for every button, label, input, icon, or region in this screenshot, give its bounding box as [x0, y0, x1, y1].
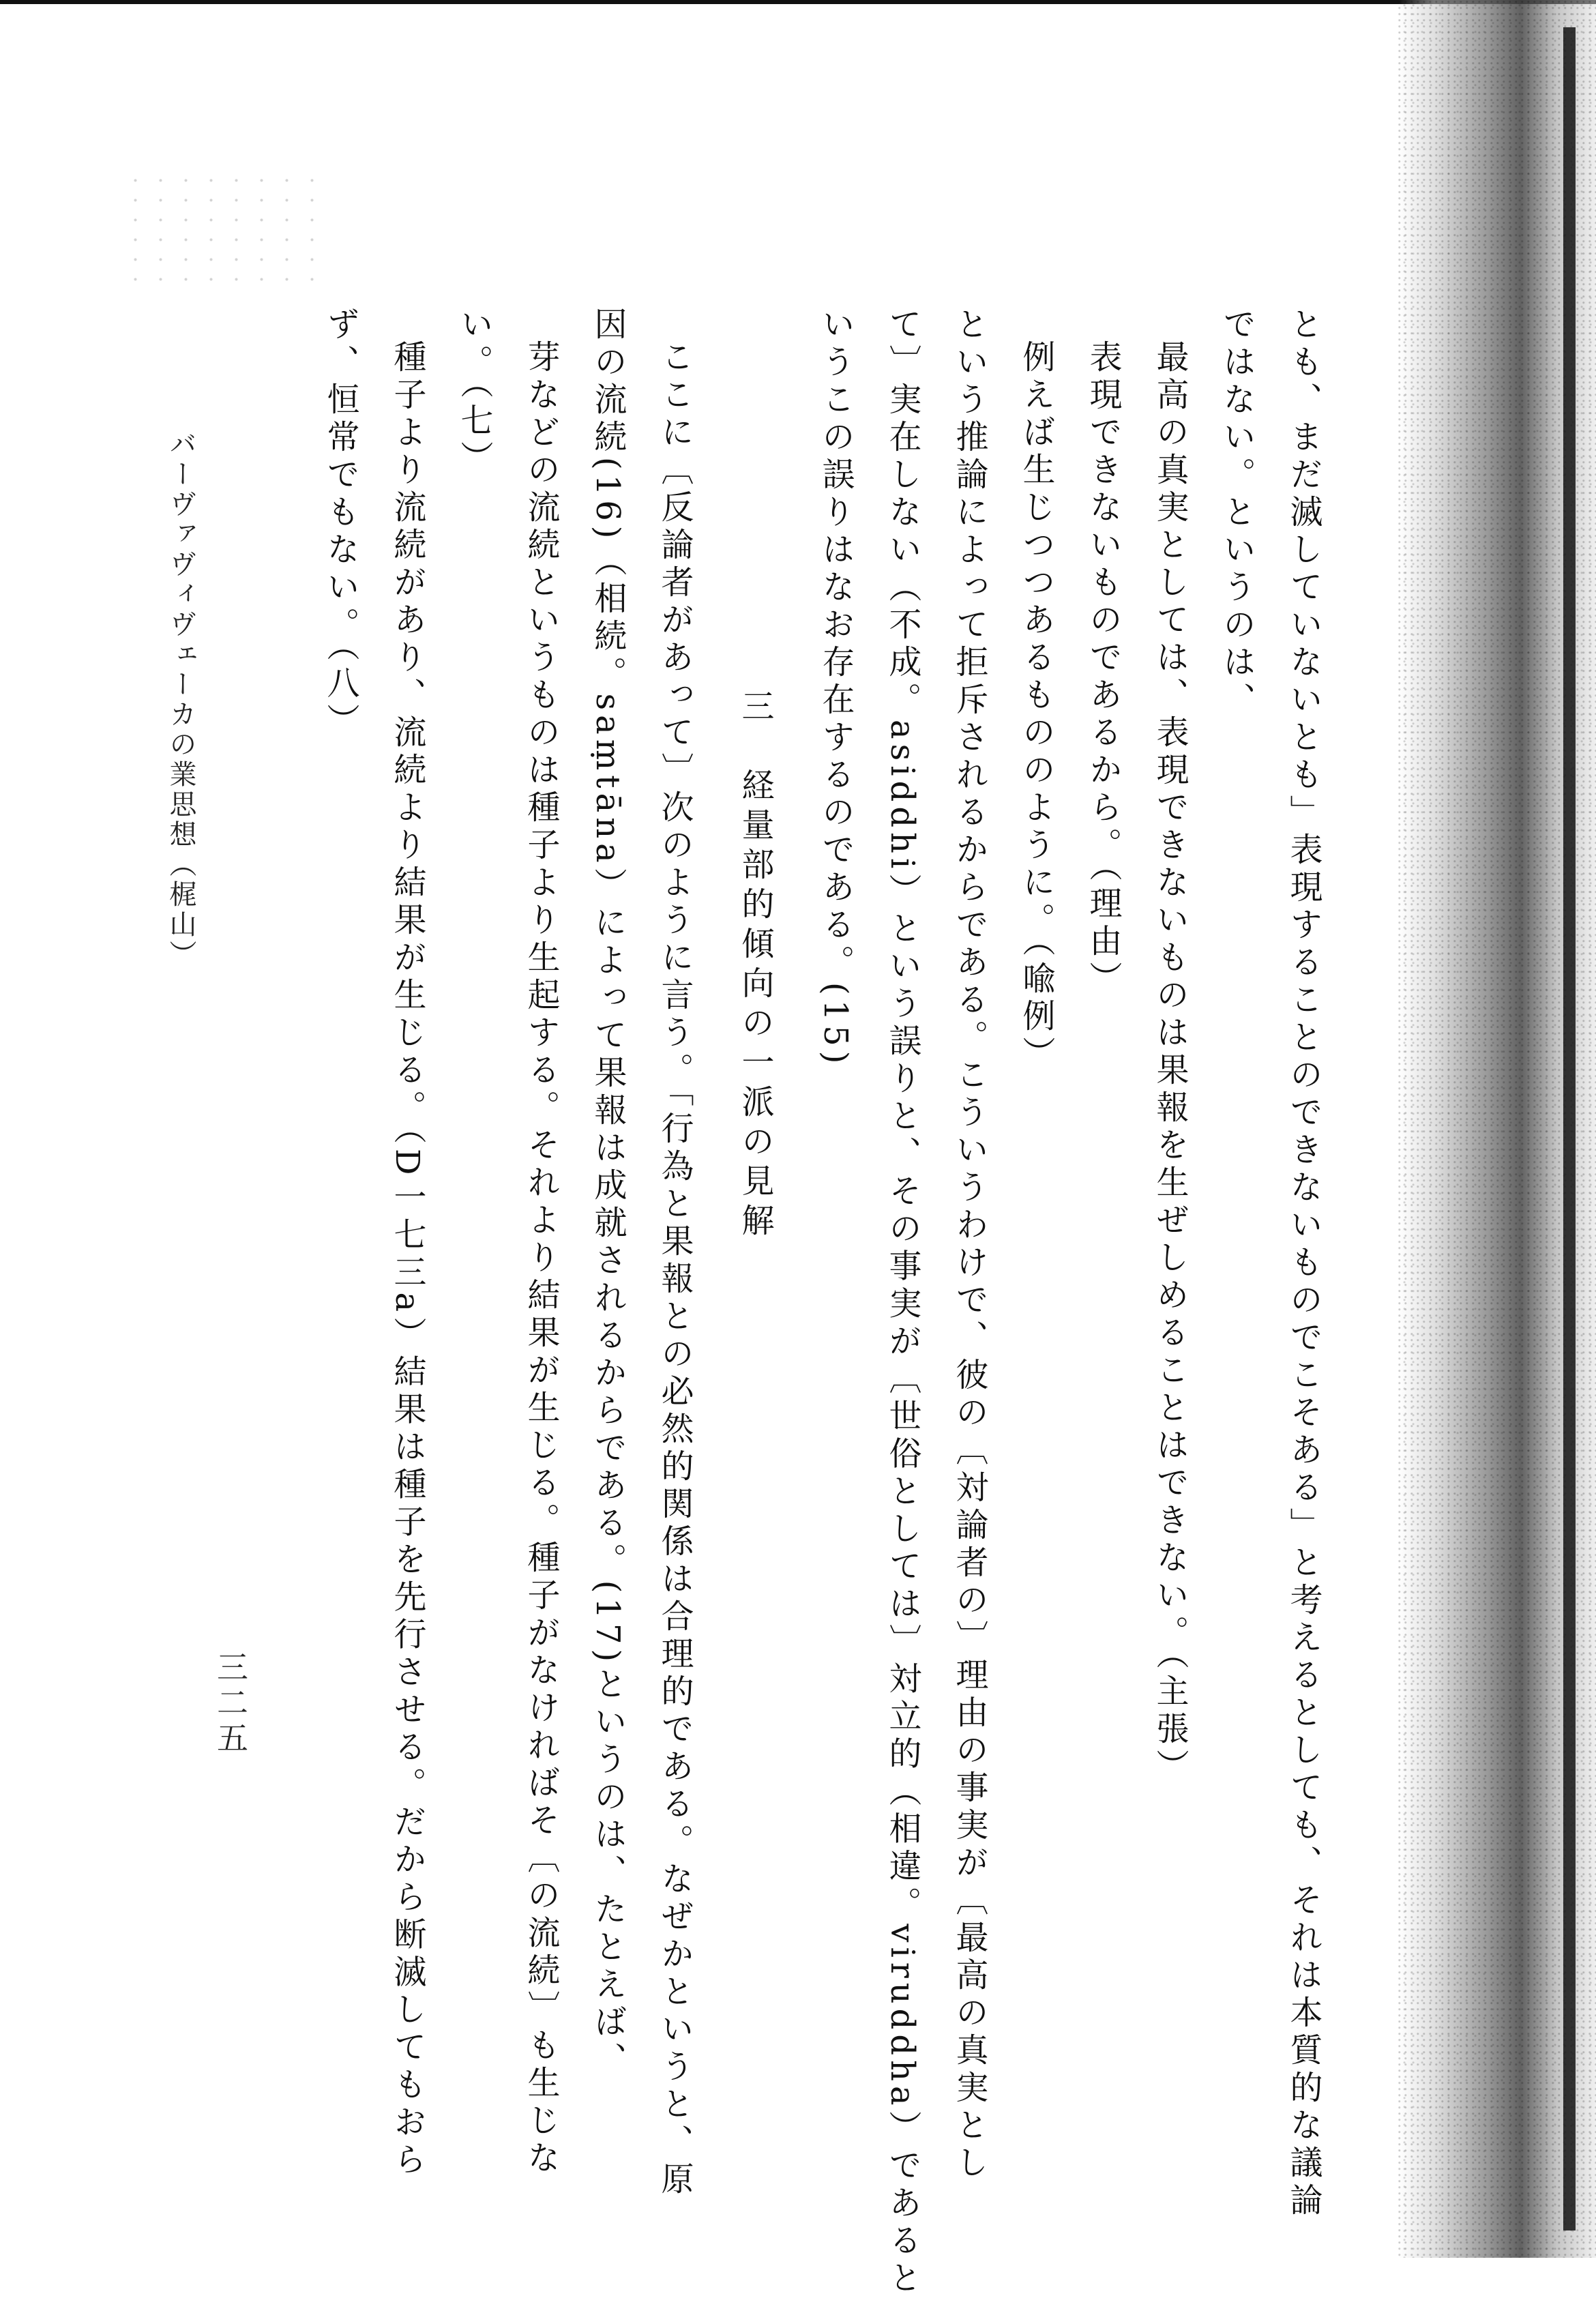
running-footer: バーヴァヴィヴェーカの業思想（梶山） — [165, 430, 196, 970]
top-border-rule — [0, 0, 1596, 4]
text-column: 因の流続(16)（相続。saṃtāna）によって果報は成就されるからである。(17)というのは、たとえば、 — [589, 307, 627, 2080]
text-column: て〕実在しない（不成。asiddhi）という誤りと、その事実が〔世俗としては〕対立的（相違。viruddha）であると — [883, 307, 921, 2298]
text-column: 最高の真実としては、表現できないものは果報を生ぜしめることはできない。（主張） — [1151, 340, 1189, 1786]
vertical-text-body — [246, 307, 1337, 2298]
text-column: 種子より流続があり、流続より結果が生じる。（D一七三a）結果は種子を先行させる。だから断滅してもおら — [388, 340, 426, 2180]
text-column: ではない。というのは、 — [1217, 307, 1256, 720]
column-gap — [708, 307, 722, 2115]
section-heading: 三 経量部的傾向の一派の見解 — [736, 689, 774, 1243]
page-number: 三二五 — [212, 1651, 249, 1757]
text-column: い。（七） — [455, 307, 493, 478]
text-column: 例えば生じつつあるもののように。（喩例） — [1017, 340, 1055, 1074]
text-column: いうこの誤りはなお存在するのである。(15) — [816, 307, 855, 1069]
column-gap — [788, 307, 802, 2115]
text-column: とも、まだ滅していないとも」表現することのできないものでこそある」と考えるとしても、それは本質的な議論 — [1284, 307, 1322, 2220]
text-column: ここに〔反論者があって〕次のように言う。「行為と果報との必然的関係は合理的である。なぜかというと、原 — [655, 340, 694, 2199]
text-column: という推論によって拒斥されるからである。こういうわけで、彼の〔対論者の〕理由の事実が〔最高の真実とし — [950, 307, 988, 2183]
scan-noise — [123, 171, 327, 293]
text-column: 表現できないものであるから。（理由） — [1084, 340, 1122, 999]
gutter-dark-line — [1563, 27, 1576, 2230]
book-gutter-shadow — [1398, 0, 1596, 2258]
text-column: 芽などの流続というものは種子より生起する。それより結果が生じる。種子がなければそ〔の流続〕も生じな — [522, 340, 560, 2178]
text-column: ず、恒常でもない。（八） — [321, 307, 359, 741]
